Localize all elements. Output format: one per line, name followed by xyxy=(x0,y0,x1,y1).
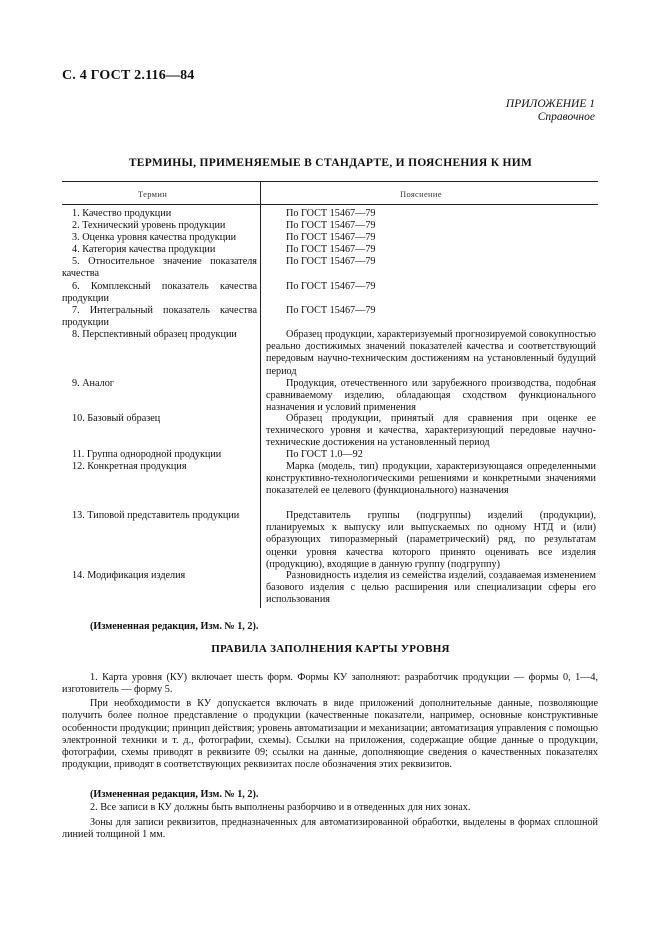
paragraph: При необходимости в КУ допускается включать в виде приложений дополнительные данные, позволяющие получить более полное представление о продукции (качественные показатели, например, основные конструктивные особенности продукции; принцип действия; уровень автоматизации и механизации; автоматизация управления с помощью электронной техники и т. д., фотографии, схемы). Ссылки на приложения, содержащие общие данные о продукции, фотографии, схемы приводят в реквизите 09; ссылки на данные, дополняющие сведения о качественных показателях продукции, приводят в соответствующих реквизитах после обозначения этих реквизитов. xyxy=(62,698,598,771)
table-row-term: 1. Качество продукции xyxy=(72,208,172,219)
table-row-term: 13. Типовой представитель продукции xyxy=(72,510,240,521)
page-title: ТЕРМИНЫ, ПРИМЕНЯЕМЫЕ В СТАНДАРТЕ, И ПОЯСНЕНИЯ К НИМ xyxy=(128,157,533,169)
appendix-block xyxy=(506,98,595,124)
appendix-type: Справочное xyxy=(537,111,595,123)
table-row-explanation: Представитель группы (подгруппы) изделий (продукции), планируемых к выпуску или выпускаемых по одному НТД и (или) образующих типоразмерный (параметрический) ряд, по результатам оценки уровня качества которого принято оценивать все изделия (продукцию), входящие в данную группу (подгруппу) xyxy=(266,510,596,570)
table-row-explanation: Марка (модель, тип) продукции, характеризующаяся определенными конструктивно-технологическими решениями и конкретными значениями показателей ее целевого (функционального) назначения xyxy=(266,461,596,497)
table-row-explanation: Разновидность изделия из семейства изделий, создаваемая изменением базового изделия с целью расширения или специализации сферы его использования xyxy=(266,570,596,606)
page-header: С. 4 ГОСТ 2.116—84 xyxy=(62,68,195,83)
table-row-term: 8. Перспективный образец продукции xyxy=(72,329,237,340)
table-row-term: 3. Оценка уровня качества продукции xyxy=(72,232,237,243)
table-row-explanation: По ГОСТ 15467—79 xyxy=(286,220,376,231)
table-row-explanation: Продукция, отечественного или зарубежного производства, подобная сравниваемому изделию, обладающая сходством функционального назначения и условий применения xyxy=(266,378,596,414)
table-row-term: 9. Аналог xyxy=(72,378,114,389)
table-header-rule xyxy=(62,204,598,205)
table-row-explanation: По ГОСТ 1.0—92 xyxy=(286,449,363,460)
table-row-term: 12. Конкретная продукция xyxy=(72,461,187,472)
table-row-explanation: Образец продукции, характеризуемый прогнозируемой совокупностью реально достижимых значений показателей качества и соответствующий передовым научно-техническим достижениям на установленный будущий период xyxy=(266,329,596,377)
table-column-divider xyxy=(260,181,261,608)
section-title: ПРАВИЛА ЗАПОЛНЕНИЯ КАРТЫ УРОВНЯ xyxy=(211,643,450,655)
paragraph: 2. Все записи в КУ должны быть выполнены разборчиво и в отведенных для них зонах. xyxy=(90,802,471,813)
table-row-explanation: Образец продукции, принятый для сравнения при оценке ее технического уровня и качества, характеризующий передовые научно-технические достижения на установленный период xyxy=(266,413,596,449)
table-row-explanation: По ГОСТ 15467—79 xyxy=(286,256,376,267)
table-row-explanation: По ГОСТ 15467—79 xyxy=(286,208,376,219)
table-row-explanation: По ГОСТ 15467—79 xyxy=(286,232,376,243)
paragraph: Зоны для записи реквизитов, предназначенных для автоматизированной обработки, выделены в формах сплошной линией толщиной 1 мм. xyxy=(62,817,598,841)
amendment-note: (Измененная редакция, Изм. № 1, 2). xyxy=(90,789,259,800)
table-row-term: 14. Модификация изделия xyxy=(72,570,186,581)
table-row-term: 7. Интегральный показатель качества продукции xyxy=(62,305,257,329)
table-row-term: 11. Группа однородной продукции xyxy=(72,449,222,460)
table-header-term: Термин xyxy=(138,189,168,199)
paragraph: 1. Карта уровня (КУ) включает шесть форм. Формы КУ заполняют: разработчик продукции — формы 0, 1—4, изготовитель — форму 5. xyxy=(62,672,598,696)
table-row-term: 5. Относительное значение показателя качества xyxy=(62,256,257,280)
table-row-term: 10. Базовый образец xyxy=(72,413,161,424)
appendix-label: ПРИЛОЖЕНИЕ 1 xyxy=(505,98,595,110)
table-row-explanation: По ГОСТ 15467—79 xyxy=(286,305,376,316)
table-row-term: 4. Категория качества продукции xyxy=(72,244,216,255)
table-row-explanation: По ГОСТ 15467—79 xyxy=(286,281,376,292)
table-row-term: 6. Комплексный показатель качества продукции xyxy=(62,281,257,305)
table-row-term: 2. Технический уровень продукции xyxy=(72,220,226,231)
amendment-note: (Измененная редакция, Изм. № 1, 2). xyxy=(90,621,259,632)
table-row-explanation: По ГОСТ 15467—79 xyxy=(286,244,376,255)
table-top-rule xyxy=(62,181,598,182)
table-header-explanation: Пояснение xyxy=(400,189,442,199)
